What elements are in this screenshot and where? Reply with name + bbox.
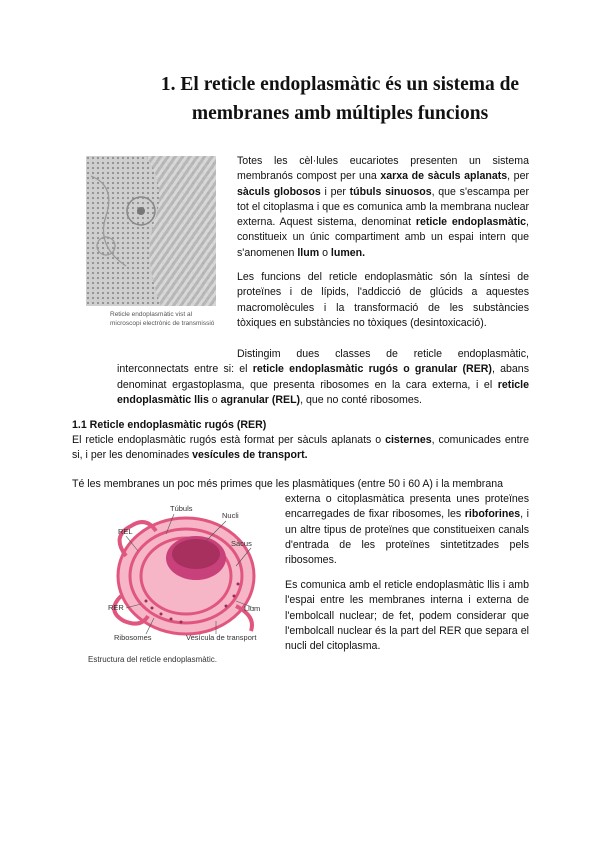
text-run: , per bbox=[507, 170, 529, 183]
section-paragraph-3: Es comunica amb el reticle endoplasmàtic llis i amb l'espai entre les membranes interna i externa de l'embolcall nuclear; de fet, podem considerar que l'embolcall nuclear és la part del RER que separa el nucli del citoplasma. bbox=[285, 579, 529, 653]
label-ribosomes: Ribosomes bbox=[114, 633, 152, 642]
bold-term: túbuls sinuosos bbox=[349, 185, 432, 198]
page-title bbox=[150, 70, 530, 128]
section-paragraph-1 bbox=[72, 433, 529, 464]
label-rer: RER bbox=[108, 603, 124, 612]
bold-term: reticle endoplasmàtic bbox=[415, 216, 527, 229]
text-run: externa o citoplasmàtica presenta unes proteïnes encarregades de fixar ribosomes, les bbox=[285, 493, 529, 521]
text-run: , i un altre tipus de proteïnes que constitueixen canals d'entrada de les proteïnes sintetitzades pels ribosomes. bbox=[285, 508, 529, 567]
text-run: i per bbox=[320, 185, 350, 198]
text-run: Totes les cèl·lules eucariotes presenten un sistema membranós compost per una bbox=[237, 155, 529, 183]
text-run: El reticle endoplasmàtic rugós està format per sàculs aplanats o bbox=[72, 434, 386, 446]
diagram-caption: Estructura del reticle endoplasmàtic. bbox=[88, 655, 217, 664]
text-run: o bbox=[319, 246, 331, 259]
title-line-1: 1. El reticle endoplasmàtic és un sistema de bbox=[160, 74, 520, 95]
bold-term: cisternes bbox=[385, 434, 432, 446]
bold-term: reticle endoplasmàtic rugós o granular (RER) bbox=[252, 363, 492, 376]
er-diagram bbox=[86, 496, 276, 646]
bold-term: llum bbox=[297, 246, 320, 259]
bold-term: lumen. bbox=[330, 246, 366, 259]
label-tubuls: Túbuls bbox=[170, 504, 193, 513]
label-sacus: Sàcus bbox=[231, 539, 252, 548]
text-run: , constitueix un únic compartiment amb un espai intern que s'anomenen bbox=[237, 216, 529, 259]
text-run: , que no conté ribosomes. bbox=[300, 393, 422, 406]
micrograph-image bbox=[86, 156, 216, 306]
text-run: , comunicades entre si, i per les denominades bbox=[72, 434, 529, 462]
title-line-2: membranes amb múltiples funcions bbox=[191, 103, 489, 124]
text-run: , que s'escampa per tot el citoplasma i que es comunica amb la membrana nuclear externa. Aquest sistema, denominat bbox=[237, 185, 529, 229]
label-llum: Llum bbox=[244, 604, 261, 613]
intro-paragraph-2: Les funcions del reticle endoplasmàtic són la síntesi de proteïnes i de lípids, l'addicció de glúcids a aquestes macromolècules i la transformació de les substàncies tòxiques en substàncies no tòxiques (desintoxicació). bbox=[237, 271, 529, 329]
bold-term: reticle endoplasmàtic llis bbox=[117, 378, 529, 406]
bold-term: xarxa de sàculs aplanats bbox=[380, 170, 508, 183]
section-paragraph-2-lead: Té les membranes un poc més primes que les plasmàtiques (entre 50 i 60 A) i la membrana bbox=[72, 478, 504, 490]
label-rel: REL bbox=[118, 527, 133, 536]
text-run: o bbox=[208, 393, 221, 406]
label-vesicula: Vesícula de transport bbox=[186, 633, 257, 642]
intro-paragraph-3 bbox=[117, 347, 529, 408]
er-diagram-graphic bbox=[86, 496, 276, 646]
bold-term: vesícules de transport. bbox=[192, 449, 308, 462]
intro-paragraph-1 bbox=[237, 154, 529, 261]
bold-term: agranular (REL) bbox=[220, 393, 301, 406]
micrograph-graphic bbox=[86, 156, 216, 306]
text-run: Distingim dues classes de reticle endoplasmàtic, interconnectats entre si: el bbox=[117, 348, 529, 376]
bold-term: riboforines bbox=[464, 508, 521, 521]
bold-term: sàculs globosos bbox=[237, 185, 321, 198]
section-paragraph-2 bbox=[285, 492, 529, 568]
label-nucli: Nucli bbox=[222, 511, 239, 520]
micrograph-caption: Reticle endoplasmàtic vist al microscopi electrònic de transmissió bbox=[110, 311, 215, 327]
section-heading: 1.1 Reticle endoplasmàtic rugós (RER) bbox=[72, 419, 267, 431]
text-run: , abans denominat ergastoplasma, que presenta ribosomes en la cara externa, i el bbox=[117, 363, 529, 391]
